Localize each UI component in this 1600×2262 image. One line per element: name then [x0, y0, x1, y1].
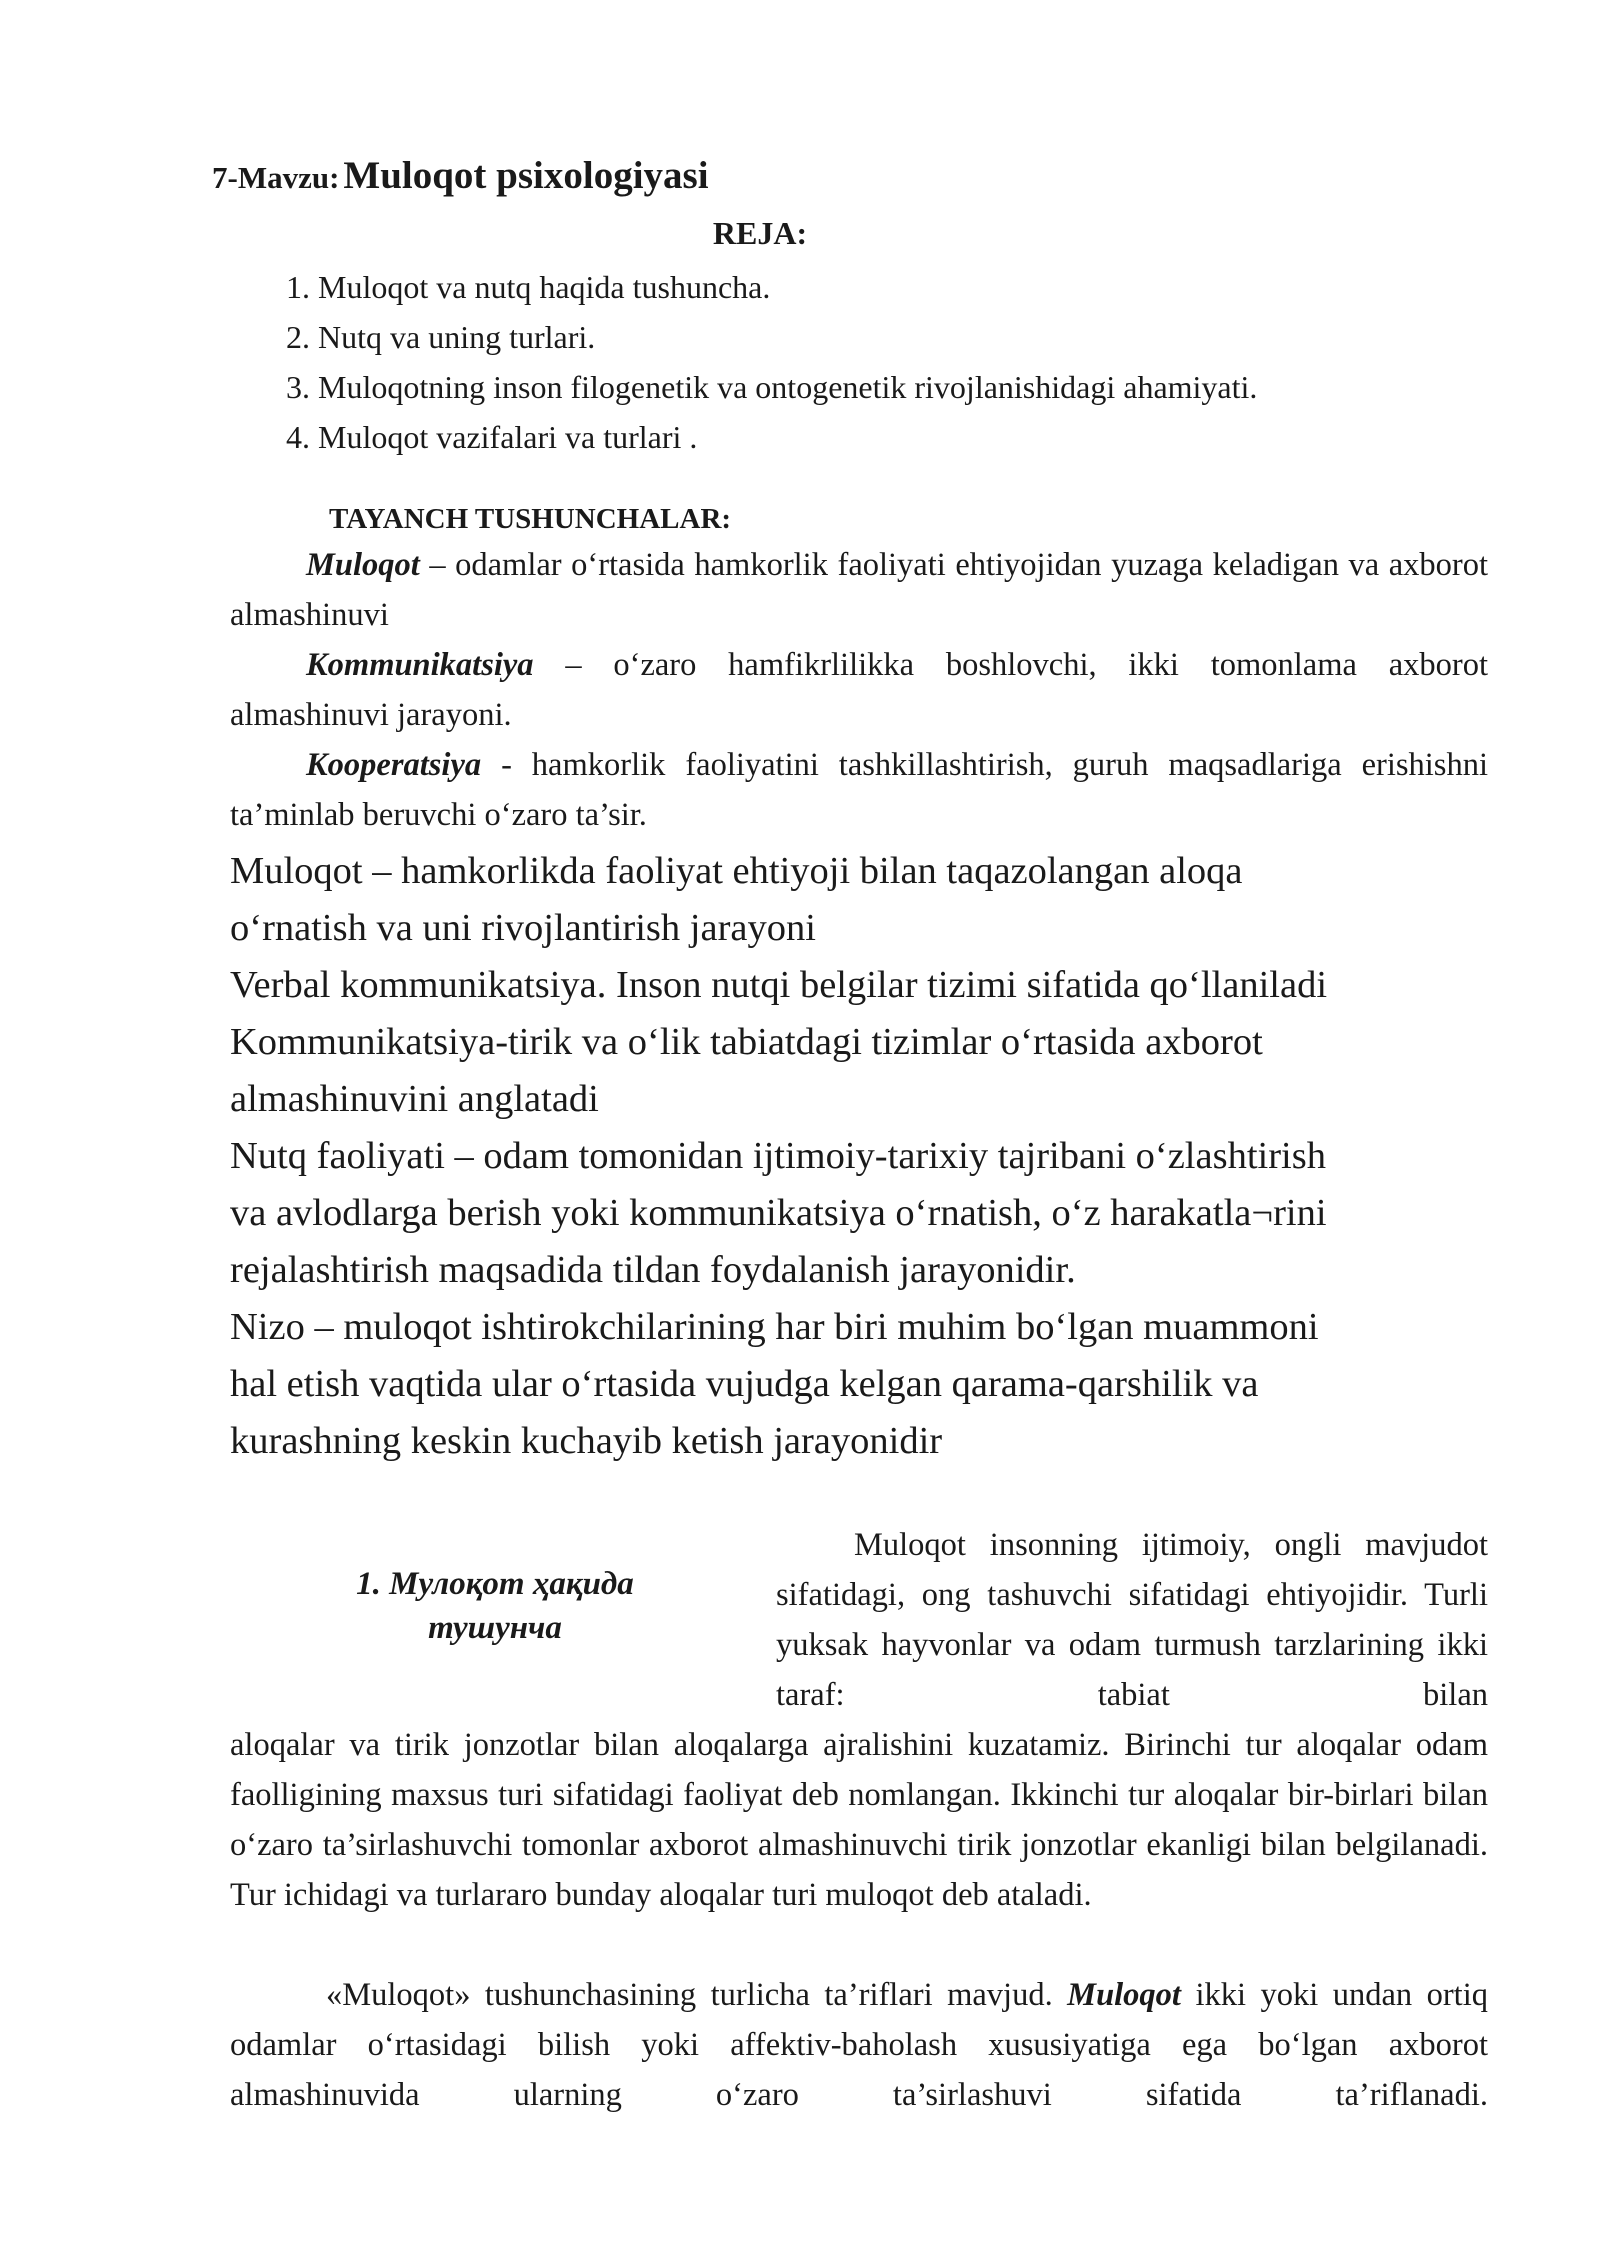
plan-item: 1. Muloqot va nutq haqida tushuncha. — [286, 269, 771, 305]
plan-heading-text: REJA: — [712, 215, 808, 251]
section-body-paragraph — [230, 1720, 1488, 1920]
definition-term: Muloqot — [306, 547, 420, 583]
large-text-line: rejalashtirish maqsadida tildan foydalanish jarayonidir. — [230, 1249, 1076, 1291]
section-body-text: aloqalar va tirik jonzotlar bilan aloqalarga ajralishini kuzatamiz. Birinchi tur aloqalar odam faolligining maxsus turi sifatidagi faoliyat deb nomlangan. Ikkinchi tur aloqalar bir-birlari bilan o‘zaro ta’sirlashuvchi tomonlar axborot almashinuvchi tirik jonzotlar ekanligi bilan belgilanadi. Tur ichidagi va turlararo bunday aloqalar turi muloqot deb ataladi. — [230, 1727, 1488, 1913]
section-intro-text: Muloqot insonning ijtimoiy, ongli mavjudot sifatidagi, ong tashuvchi sifatidagi ehtiyojidir. Turli yuksak hayvonlar va odam turmush tarzlarining ikki taraf: tabiat bilan — [776, 1527, 1488, 1713]
definition-text: – odamlar o‘rtasida hamkorlik faoliyati ehtiyojidan yuzaga keladigan va axborot almashinuvi — [230, 547, 1488, 633]
definition-term: Kooperatsiya — [306, 747, 482, 783]
definition-paragraph — [230, 1970, 1488, 2120]
large-text-line: almashinuvini anglatadi — [230, 1078, 599, 1120]
page-title — [212, 153, 709, 198]
large-text-line: Verbal kommunikatsiya. Inson nutqi belgilar tizimi sifatida qo‘llaniladi — [230, 964, 1328, 1006]
large-text-line: kurashning keskin kuchayib ketish jarayonidir — [230, 1420, 943, 1462]
plan-item: 3. Muloqotning inson filogenetik va ontogenetik rivojlanishidagi ahamiyati. — [286, 369, 1258, 405]
section-heading-line: тушунча — [428, 1610, 562, 1646]
title-text: Muloqot psixologiyasi — [343, 154, 709, 197]
plan-item: 2. Nutq va uning turlari. — [286, 319, 596, 355]
large-text-line: Nutq faoliyati – odam tomonidan ijtimoiy-tarixiy tajribani o‘zlashtirish — [230, 1135, 1326, 1177]
large-text-line: va avlodlarga berish yoki kommunikatsiya o‘rnatish, o‘z harakatla¬rini — [230, 1192, 1327, 1234]
section-intro-paragraph — [776, 1520, 1488, 1720]
large-text-line: Nizo – muloqot ishtirokchilarining har biri muhim bo‘lgan muammoni — [230, 1306, 1319, 1348]
definition-kooperatsiya — [230, 740, 1488, 840]
plan-heading — [0, 213, 1600, 253]
plan-list — [286, 262, 1486, 462]
large-text-line: Muloqot – hamkorlikda faoliyat ehtiyoji bilan taqazolangan aloqa — [230, 850, 1243, 892]
large-text-line: Kommunikatsiya-tirik va o‘lik tabiatdagi tizimlar o‘rtasida axborot — [230, 1021, 1263, 1063]
definition-kommunikatsiya — [230, 640, 1488, 740]
large-text-line: hal etish vaqtida ular o‘rtasida vujudga kelgan qarama-qarshilik va — [230, 1363, 1259, 1405]
section-heading-line: 1. Мулоқот ҳақида — [356, 1566, 634, 1602]
large-text-block — [230, 843, 1520, 1470]
large-text-line: o‘rnatish va uni rivojlantirish jarayoni — [230, 907, 816, 949]
definition-muloqot — [230, 540, 1488, 640]
plan-item: 4. Muloqot vazifalari va turlari . — [286, 419, 698, 455]
definition-term: Kommunikatsiya — [306, 647, 534, 683]
definition-text: – o‘zaro hamfikrlilikka boshlovchi, ikki tomonlama axborot almashinuvi jarayoni. — [230, 647, 1488, 733]
paragraph-text: ikki yoki undan ortiq odamlar o‘rtasidagi bilish yoki affektiv-baholash xususiyatiga ega bo‘lgan axborot almashinuvida ularning o‘zaro ta’sirlashuvi sifatida ta’riflanadi. — [230, 1977, 1488, 2113]
paragraph-text: «Muloqot» tushunchasining turlicha ta’riflari mavjud. — [326, 1977, 1068, 2013]
title-prefix: 7-Mavzu: — [212, 160, 340, 195]
definition-text: - hamkorlik faoliyatini tashkillashtirish, guruh maqsadlariga erishishni ta’minlab beruvchi o‘zaro ta’sir. — [230, 747, 1488, 833]
section-heading — [298, 1562, 692, 1650]
paragraph-term: Muloqot — [1067, 1977, 1181, 2013]
key-concepts-heading: TAYANCH TUSHUNCHALAR: — [329, 503, 732, 535]
